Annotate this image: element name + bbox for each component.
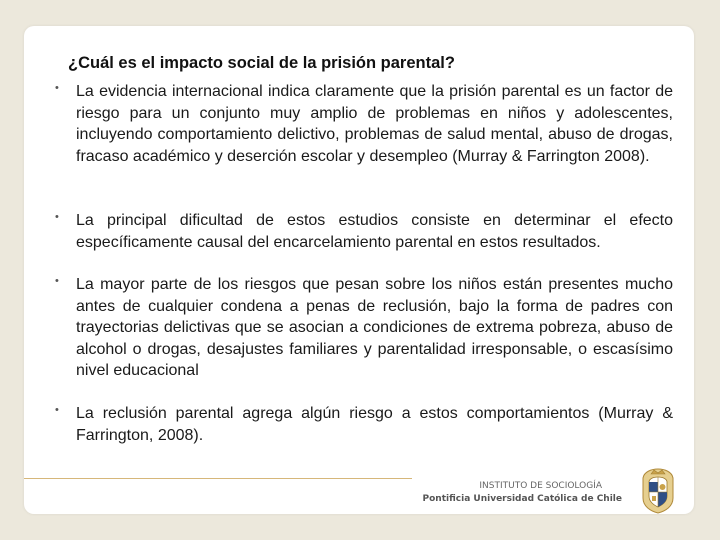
bullet-marker: • xyxy=(55,275,59,287)
bullet-text: La mayor parte de los riesgos que pesan sobre los niños están presentes mucho antes de cualquier condena a penas de reclusión, bajo la forma de padres con trayectorias delictivas que se asocian a condiciones de extrema pobreza, abuso de alcohol o drogas, desajustes familiares y parentalidad irresponsable, o escasísimo nivel educacional xyxy=(76,276,673,380)
bullet-text: La principal dificultad de estos estudios consiste en determinar el efecto específicamente causal del encarcelamiento parental en estos resultados. xyxy=(76,212,673,251)
footer-divider xyxy=(24,478,412,479)
bullet-item xyxy=(55,274,673,382)
bullet-text: La reclusión parental agrega algún riesgo a estos comportamientos (Murray & Farrington, 2008). xyxy=(76,405,673,444)
university-crest-icon xyxy=(640,468,676,514)
slide-title: ¿Cuál es el impacto social de la prisión parental? xyxy=(68,54,455,72)
bullet-marker: • xyxy=(55,82,59,94)
bullet-marker: • xyxy=(55,211,59,223)
university-name: Pontificia Universidad Católica de Chile xyxy=(422,494,622,504)
bullet-marker: • xyxy=(55,404,59,416)
institute-name: INSTITUTO DE SOCIOLOGÍA xyxy=(479,481,602,491)
bullet-item xyxy=(55,210,673,253)
bullet-item xyxy=(55,81,673,167)
bullet-text: La evidencia internacional indica claramente que la prisión parental es un factor de riesgo para un conjunto muy amplio de problemas en niños y adolescentes, incluyendo comportamiento delictivo, problemas de salud mental, abuso de drogas, fracaso académico y deserción escolar y desempleo (Murray & Farrington 2008). xyxy=(76,83,673,165)
bullet-item xyxy=(55,403,673,446)
